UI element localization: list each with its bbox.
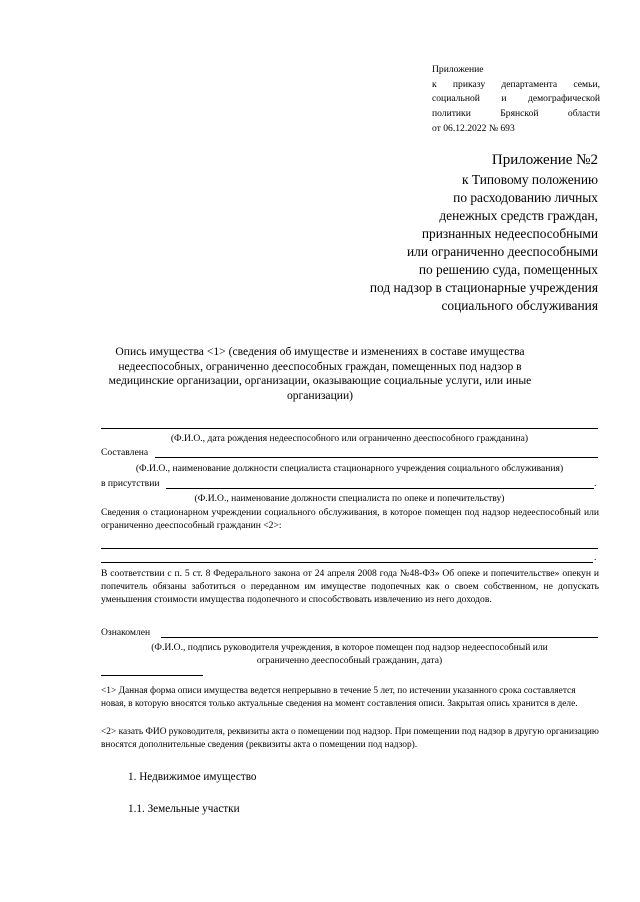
annex-line: денежных средств граждан, bbox=[439, 208, 598, 223]
annex-line: по расходованию личных bbox=[453, 190, 598, 205]
fio-field-line[interactable] bbox=[101, 428, 598, 429]
section-heading: 1.1. Земельные участки bbox=[128, 803, 240, 815]
approval-line: политики Брянской области bbox=[432, 108, 600, 120]
title-line: Опись имущества <1> (сведения об имуществе и изменениях в составе имущества bbox=[115, 345, 525, 358]
approval-line: Приложение bbox=[432, 64, 484, 75]
presence-field-line[interactable] bbox=[166, 488, 594, 489]
law-text: В соответствии с п. 5 ст. 8 Федерального закона от 24 апреля 2008 года №48-ФЗ» Об опеке и попечительстве» опекун и попечитель обязаны заботиться о переданном им имуществе подопечных как о своем собственном, не допускать уменьшения стоимости имущества подопечного и способствовать извлечению из него доходов. bbox=[101, 568, 599, 605]
annex-block bbox=[370, 150, 598, 315]
annex-line: к Типовому положению bbox=[462, 172, 598, 187]
title-line: недееспособных, ограниченно дееспособных граждан, помещенных под надзор в bbox=[118, 359, 522, 373]
approval-line: от 06.12.2022 № 693 bbox=[432, 122, 515, 134]
annex-line: под надзор в стационарные учреждения bbox=[369, 280, 598, 295]
institution-field-line-2[interactable] bbox=[101, 562, 593, 563]
presence-label: в присутствии bbox=[101, 478, 160, 489]
institution-field-line-1[interactable] bbox=[101, 548, 598, 549]
footnote-2: <2> казать ФИО руководителя, реквизиты акта о помещении под надзор. При помещении под надзор в другую организацию вносятся дополнительные сведения (реквизиты акта о помещении под надзор). bbox=[101, 727, 599, 751]
annex-title: Приложение №2 bbox=[491, 152, 598, 168]
institution-text: Сведения о стационарном учреждении социального обслуживания, в которое помещен под надзор недееспособный или ограниченно дееспособный гражданин <2>: bbox=[101, 507, 599, 531]
head-caption-2: ограниченно дееспособный гражданин, дата) bbox=[256, 655, 443, 666]
footnote-1: <1> Данная форма описи имущества ведется непрерывно в течение 5 лет, по истечении указанного срока составляется новая, в которую вносятся только актуальные сведения на момент составления описи. Закрытая опись хранится в деле. bbox=[101, 686, 578, 710]
annex-line: признанных недееспособными bbox=[421, 226, 598, 241]
specialist-caption: (Ф.И.О., наименование должности специалиста стационарного учреждения социального обслуживания) bbox=[135, 463, 564, 474]
compiled-label: Составлена bbox=[101, 447, 149, 458]
title-line: организации) bbox=[286, 388, 354, 402]
section-heading: 1. Недвижимое имущество bbox=[128, 771, 257, 783]
line-end-dot: . bbox=[594, 478, 597, 489]
approval-line: социальной и демографической bbox=[432, 93, 600, 105]
acquainted-field-line[interactable] bbox=[161, 637, 598, 638]
annex-line: по решению суда, помещенных bbox=[418, 262, 598, 277]
fio-caption: (Ф.И.О., дата рождения недееспособного или ограниченно дееспособного гражданина) bbox=[170, 433, 529, 444]
approval-line: к приказу департамента семьи, bbox=[432, 78, 600, 90]
line-end-dot: . bbox=[594, 552, 597, 563]
compiled-field-line[interactable] bbox=[155, 457, 598, 458]
document-title bbox=[95, 345, 545, 403]
head-caption-1: (Ф.И.О., подпись руководителя учреждения, в которое помещен под надзор недееспособный или bbox=[151, 642, 548, 653]
approval-block bbox=[432, 63, 600, 137]
footnote-separator bbox=[101, 675, 203, 676]
title-line: медицинские организации, организации, оказывающие социальные услуги, или иные bbox=[108, 374, 532, 387]
annex-line: социального обслуживания bbox=[441, 298, 598, 313]
annex-line: или ограниченно дееспособными bbox=[407, 244, 598, 259]
acquainted-label: Ознакомлен bbox=[101, 627, 151, 638]
guardian-caption: (Ф.И.О., наименование должности специалиста по опеке и попечительству) bbox=[194, 493, 505, 504]
